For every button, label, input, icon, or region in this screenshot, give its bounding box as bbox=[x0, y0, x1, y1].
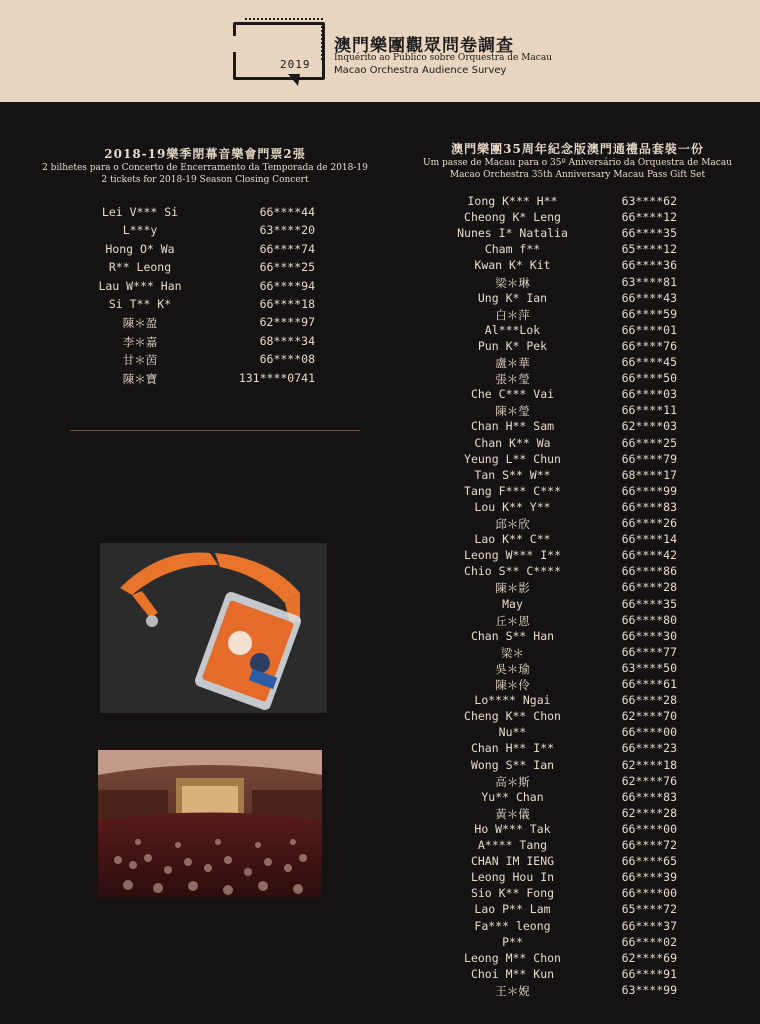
winner-name: Chio S** C**** bbox=[464, 564, 561, 579]
winner-phone: 66****50 bbox=[621, 371, 677, 386]
winner-phone: 66****03 bbox=[621, 387, 677, 402]
winner-name: Lao P** Lam bbox=[474, 902, 551, 917]
left-prize-heading bbox=[30, 145, 380, 186]
winner-name: CHAN IM IENG bbox=[470, 854, 555, 869]
survey-title-pt: Inquérito ao Público sobre Orquestra de Macau bbox=[334, 53, 552, 63]
winner-phone: 66****30 bbox=[621, 628, 677, 643]
winner-phone: 66****01 bbox=[621, 322, 677, 337]
winner-phone: 65****72 bbox=[621, 902, 677, 917]
winner-name: 甘＊茵 bbox=[122, 353, 158, 368]
winner-phone: 66****23 bbox=[621, 741, 677, 756]
winner-name: May bbox=[502, 596, 523, 611]
winner-phone: 66****37 bbox=[621, 918, 677, 933]
winner-phone: 66****39 bbox=[621, 870, 677, 885]
winner-phone: 63****99 bbox=[621, 982, 677, 997]
winner-phone: 66****25 bbox=[621, 435, 677, 450]
winner-name: 吳＊瑜 bbox=[495, 661, 530, 676]
winner-phone: 66****59 bbox=[621, 306, 677, 321]
winner-phone: 62****03 bbox=[621, 419, 677, 434]
winner-name: Leong M** Chon bbox=[464, 950, 561, 965]
left-prize-title-pt: 2 bilhetes para o Concerto de Encerramento da Temporada de 2018-19 bbox=[42, 163, 368, 173]
winner-phone: 66****28 bbox=[621, 693, 677, 708]
winner-name: 高＊斯 bbox=[495, 774, 530, 789]
winner-phone: 66****65 bbox=[621, 854, 677, 869]
winner-phone: 66****28 bbox=[621, 580, 677, 595]
winner-name: Lou K** Y** bbox=[474, 499, 551, 514]
winner-phone: 66****00 bbox=[621, 821, 677, 836]
winner-phone: 66****36 bbox=[621, 258, 677, 273]
winner-name: Lau W*** Han bbox=[98, 278, 182, 293]
left-prize-title-en: 2 tickets for 2018-19 Season Closing Concert bbox=[101, 175, 309, 185]
winner-name: Cheong K* Leng bbox=[464, 210, 561, 225]
winner-phone: 66****86 bbox=[621, 564, 677, 579]
winner-phone: 66****79 bbox=[621, 451, 677, 466]
winner-name: Tan S** W** bbox=[474, 467, 551, 482]
winner-name: Cheng K** Chon bbox=[464, 709, 561, 724]
winner-name: Choi M** Kun bbox=[470, 966, 555, 981]
winner-name: Yu** Chan bbox=[481, 789, 544, 804]
winner-name: 陳＊盈 bbox=[122, 316, 158, 331]
winner-name: 王＊婗 bbox=[495, 983, 530, 998]
survey-title-en: Macao Orchestra Audience Survey bbox=[334, 65, 507, 76]
right-prize-title-pt: Um passe de Macau para o 35º Aniversário da Orquestra de Macau bbox=[423, 158, 732, 168]
winner-phone: 66****08 bbox=[259, 352, 315, 367]
winner-name: Leong W*** I** bbox=[464, 548, 561, 563]
winner-name: Tang F*** C*** bbox=[464, 483, 561, 498]
winner-phone: 66****26 bbox=[621, 516, 677, 530]
winner-name: P** bbox=[502, 934, 523, 949]
winner-phone: 62****76 bbox=[621, 773, 677, 788]
winner-name: Lei V*** Si bbox=[101, 205, 179, 219]
winner-phone: 66****91 bbox=[621, 966, 677, 981]
winner-name: 陳＊瑩 bbox=[495, 404, 530, 419]
winner-phone: 66****14 bbox=[621, 532, 677, 547]
winner-phone: 66****99 bbox=[621, 483, 677, 498]
speech-bubble-logo-icon bbox=[233, 22, 325, 80]
winner-phone: 63****62 bbox=[621, 194, 677, 208]
winner-name: Lo**** Ngai bbox=[474, 693, 551, 708]
macau-pass-lanyard-photo bbox=[100, 543, 327, 713]
winner-phone: 66****25 bbox=[259, 260, 315, 275]
winner-phone: 66****43 bbox=[621, 290, 677, 305]
winner-phone: 62****70 bbox=[621, 709, 677, 724]
winner-name: 李＊嘉 bbox=[122, 334, 158, 349]
winner-phone: 66****18 bbox=[259, 297, 315, 311]
winner-name: Chan S** Han bbox=[470, 628, 555, 643]
winner-name: Wong S** Ian bbox=[470, 757, 555, 772]
survey-title-zh: 澳門樂團觀眾問卷調查 bbox=[334, 36, 514, 56]
winner-name: A**** Tang bbox=[477, 838, 548, 852]
winner-phone: 66****83 bbox=[621, 499, 677, 514]
winner-name: Lao K** C** bbox=[474, 532, 551, 547]
right-prize-title-zh: 澳門樂團35周年紀念版澳門通禮品套裝一份 bbox=[451, 142, 704, 156]
winner-phone: 66****44 bbox=[259, 205, 315, 219]
winner-name: 丘＊恩 bbox=[495, 613, 530, 628]
winner-phone: 66****72 bbox=[621, 838, 677, 852]
winner-phone: 66****94 bbox=[259, 278, 315, 293]
winner-name: Nunes I* Natalia bbox=[457, 226, 568, 241]
winner-phone: 66****74 bbox=[259, 241, 315, 256]
winner-name: Iong K*** H** bbox=[467, 194, 558, 208]
winner-phone: 66****00 bbox=[621, 886, 677, 901]
winner-phone: 63****50 bbox=[621, 660, 677, 675]
winner-phone: 65****12 bbox=[621, 242, 677, 257]
winner-phone: 68****17 bbox=[621, 467, 677, 482]
winner-phone: 66****35 bbox=[621, 596, 677, 611]
winner-phone: 66****77 bbox=[621, 644, 677, 659]
winner-name: 梁＊琳 bbox=[495, 275, 530, 290]
winner-name: 陳＊影 bbox=[495, 581, 530, 596]
winner-name: Chan H** I** bbox=[470, 741, 555, 756]
winner-phone: 62****28 bbox=[621, 805, 677, 820]
winner-name: L***y bbox=[122, 223, 158, 238]
winner-phone: 66****02 bbox=[621, 934, 677, 949]
right-prize-title-en: Macao Orchestra 35th Anniversary Macau Pass Gift Set bbox=[449, 170, 706, 180]
winner-name: Fa*** leong bbox=[474, 918, 551, 933]
winner-phone: 62****69 bbox=[621, 950, 677, 965]
winner-name: Pun K* Pek bbox=[477, 338, 548, 353]
header-banner bbox=[0, 0, 760, 102]
winner-name: Che C*** Vai bbox=[470, 387, 555, 402]
winner-name: 張＊瑩 bbox=[495, 372, 530, 387]
winner-name: 陳＊伶 bbox=[495, 678, 530, 692]
winner-phone: 66****45 bbox=[621, 355, 677, 369]
winner-phone: 63****20 bbox=[259, 223, 315, 238]
winner-phone: 62****18 bbox=[621, 757, 677, 772]
winner-name: Al***Lok bbox=[484, 322, 541, 337]
winner-name: Hong O* Wa bbox=[105, 241, 175, 256]
winner-name: Nu** bbox=[498, 725, 527, 740]
winner-phone: 66****80 bbox=[621, 612, 677, 627]
winner-name: Yeung L** Chun bbox=[464, 451, 561, 466]
winner-phone: 66****42 bbox=[621, 548, 677, 563]
winner-phone: 68****34 bbox=[259, 333, 315, 348]
section-divider bbox=[70, 430, 360, 431]
winner-name: Chan K** Wa bbox=[474, 435, 551, 450]
winner-name: 梁＊ bbox=[501, 645, 524, 660]
winner-name: Cham f** bbox=[484, 242, 541, 257]
winner-name: Leong Hou In bbox=[470, 870, 555, 885]
winner-name: 邱＊欣 bbox=[495, 517, 530, 531]
winner-name: R** Leong bbox=[108, 260, 172, 275]
winner-name: 白＊萍 bbox=[495, 307, 530, 322]
concert-hall-photo bbox=[98, 750, 322, 898]
winner-name: Kwan K* Kit bbox=[474, 258, 551, 273]
right-prize-heading bbox=[410, 140, 745, 181]
winner-phone: 66****11 bbox=[621, 403, 677, 418]
winner-phone: 66****61 bbox=[621, 677, 677, 691]
speech-bubble-tail-icon bbox=[288, 74, 300, 86]
winner-name: Ho W*** Tak bbox=[474, 821, 551, 836]
winner-name: 黃＊儀 bbox=[495, 806, 530, 821]
winner-phone: 66****12 bbox=[621, 210, 677, 225]
winner-phone: 62****97 bbox=[259, 315, 315, 330]
winner-phone: 131****0741 bbox=[238, 370, 315, 385]
winner-phone: 66****35 bbox=[621, 226, 677, 241]
winner-name: Sio K** Fong bbox=[470, 886, 555, 901]
winner-name: Chan H** Sam bbox=[470, 419, 555, 434]
winner-name: Si T** K* bbox=[108, 297, 172, 311]
winner-name: 盧＊華 bbox=[495, 356, 530, 370]
winner-phone: 66****83 bbox=[621, 789, 677, 804]
winner-name: Ung K* Ian bbox=[477, 290, 548, 305]
winner-phone: 66****76 bbox=[621, 338, 677, 353]
left-prize-title-zh: 2018-19樂季閉幕音樂會門票2張 bbox=[104, 147, 306, 161]
winner-phone: 66****00 bbox=[621, 725, 677, 740]
winner-phone: 63****81 bbox=[621, 274, 677, 289]
winner-name: 陳＊寶 bbox=[122, 371, 158, 386]
logo-year: 2019 bbox=[280, 58, 311, 71]
